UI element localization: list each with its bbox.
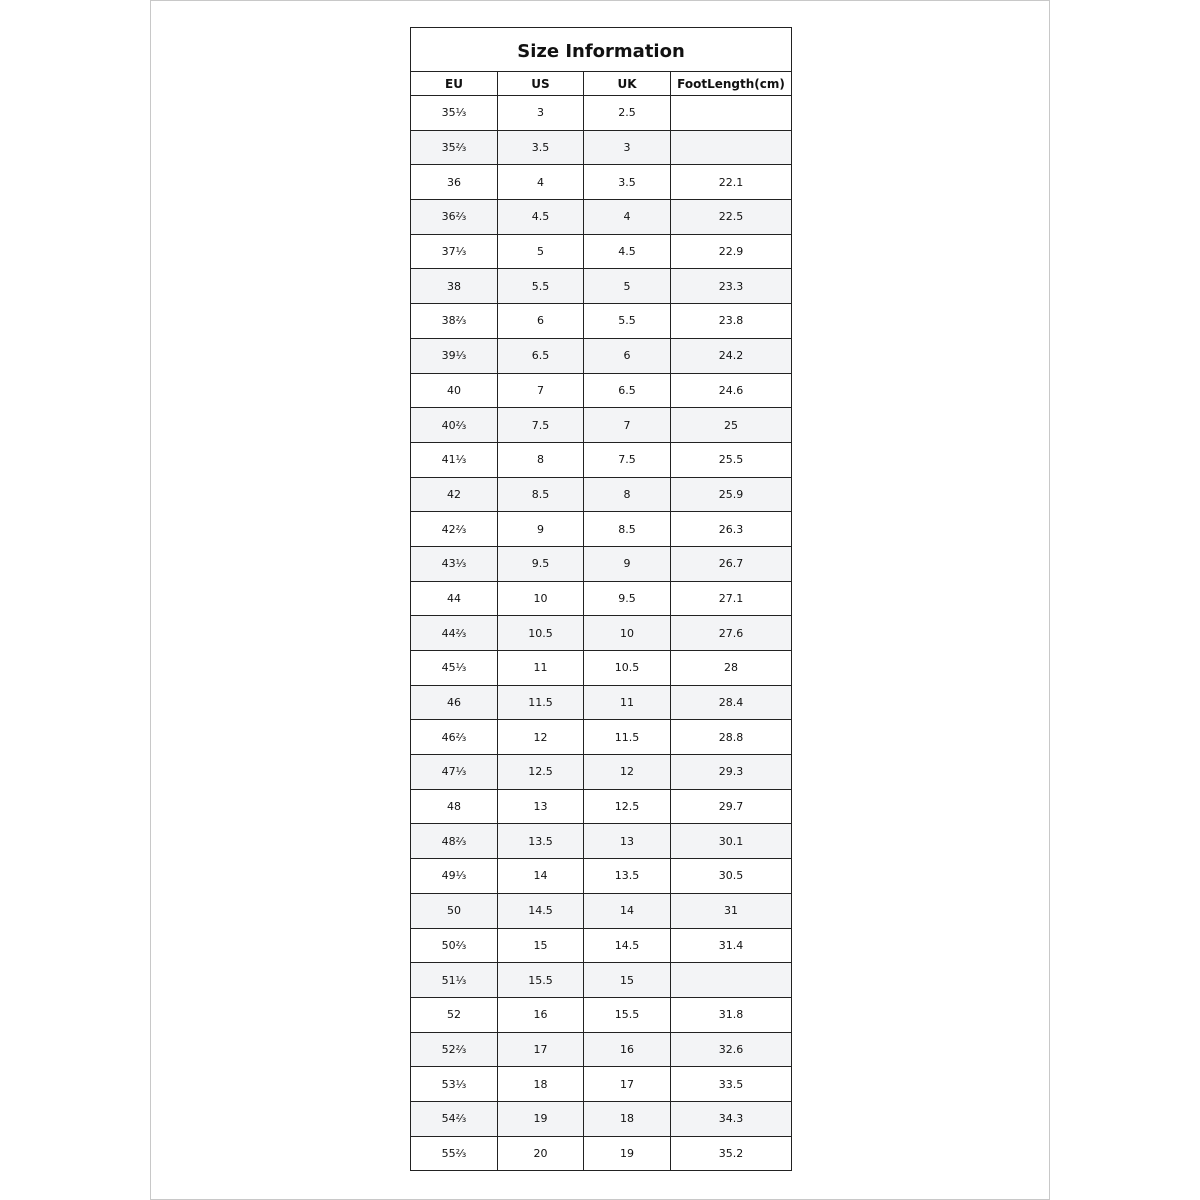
cell-uk: 10.5: [584, 651, 671, 686]
cell-foot-length: 31.8: [671, 997, 792, 1032]
cell-foot-length: 29.7: [671, 789, 792, 824]
cell-uk: 2.5: [584, 96, 671, 131]
cell-us: 20: [498, 1136, 584, 1171]
cell-foot-length: 23.8: [671, 304, 792, 339]
table-row: [411, 963, 792, 998]
table-row: [411, 304, 792, 339]
table-row: [411, 720, 792, 755]
cell-uk: 12.5: [584, 789, 671, 824]
table-row: [411, 96, 792, 131]
cell-eu: 35⅓: [411, 96, 498, 131]
cell-eu: 44⅔: [411, 616, 498, 651]
cell-us: 6.5: [498, 338, 584, 373]
cell-foot-length: 22.9: [671, 234, 792, 269]
cell-us: 3.5: [498, 130, 584, 165]
table-row: [411, 165, 792, 200]
cell-foot-length: 23.3: [671, 269, 792, 304]
table-row: [411, 373, 792, 408]
cell-uk: 5: [584, 269, 671, 304]
table-row: [411, 685, 792, 720]
cell-eu: 36⅔: [411, 200, 498, 235]
cell-foot-length: 25.9: [671, 477, 792, 512]
cell-eu: 52⅔: [411, 1032, 498, 1067]
cell-eu: 51⅓: [411, 963, 498, 998]
cell-foot-length: 30.5: [671, 859, 792, 894]
cell-eu: 38: [411, 269, 498, 304]
table-row: [411, 824, 792, 859]
table-row: [411, 1067, 792, 1102]
table-row: [411, 581, 792, 616]
table-row: [411, 130, 792, 165]
table-row: [411, 755, 792, 790]
cell-eu: 45⅓: [411, 651, 498, 686]
cell-eu: 46: [411, 685, 498, 720]
cell-us: 7.5: [498, 408, 584, 443]
table-row: [411, 997, 792, 1032]
cell-eu: 47⅓: [411, 755, 498, 790]
cell-foot-length: 26.3: [671, 512, 792, 547]
cell-eu: 43⅓: [411, 546, 498, 581]
table-row: [411, 546, 792, 581]
cell-us: 6: [498, 304, 584, 339]
header-row: [411, 72, 792, 96]
cell-uk: 13: [584, 824, 671, 859]
cell-eu: 36: [411, 165, 498, 200]
cell-uk: 9.5: [584, 581, 671, 616]
cell-eu: 54⅔: [411, 1101, 498, 1136]
cell-foot-length: 32.6: [671, 1032, 792, 1067]
cell-foot-length: 25.5: [671, 442, 792, 477]
cell-foot-length: [671, 963, 792, 998]
cell-foot-length: 31.4: [671, 928, 792, 963]
cell-uk: 16: [584, 1032, 671, 1067]
header-foot-length: FootLength(cm): [671, 72, 792, 96]
cell-eu: 46⅔: [411, 720, 498, 755]
cell-uk: 13.5: [584, 859, 671, 894]
cell-foot-length: 26.7: [671, 546, 792, 581]
table-row: [411, 200, 792, 235]
cell-foot-length: 27.6: [671, 616, 792, 651]
table-row: [411, 1136, 792, 1171]
cell-eu: 39⅓: [411, 338, 498, 373]
cell-us: 15.5: [498, 963, 584, 998]
cell-uk: 18: [584, 1101, 671, 1136]
cell-foot-length: 30.1: [671, 824, 792, 859]
cell-us: 13: [498, 789, 584, 824]
table-row: [411, 269, 792, 304]
cell-eu: 53⅓: [411, 1067, 498, 1102]
cell-eu: 42: [411, 477, 498, 512]
cell-foot-length: [671, 130, 792, 165]
cell-eu: 52: [411, 997, 498, 1032]
table-body: [411, 96, 792, 1171]
size-information-table: [410, 27, 792, 1171]
cell-us: 17: [498, 1032, 584, 1067]
cell-eu: 49⅓: [411, 859, 498, 894]
table-row: [411, 234, 792, 269]
cell-uk: 17: [584, 1067, 671, 1102]
cell-uk: 7: [584, 408, 671, 443]
table-row: [411, 1101, 792, 1136]
table-row: [411, 928, 792, 963]
cell-uk: 10: [584, 616, 671, 651]
cell-uk: 19: [584, 1136, 671, 1171]
cell-uk: 8: [584, 477, 671, 512]
header-eu: EU: [411, 72, 498, 96]
cell-eu: 55⅔: [411, 1136, 498, 1171]
cell-us: 10: [498, 581, 584, 616]
cell-foot-length: 31: [671, 893, 792, 928]
cell-foot-length: 28.8: [671, 720, 792, 755]
table-row: [411, 651, 792, 686]
cell-us: 8.5: [498, 477, 584, 512]
cell-us: 8: [498, 442, 584, 477]
cell-us: 13.5: [498, 824, 584, 859]
table-row: [411, 893, 792, 928]
cell-foot-length: 24.6: [671, 373, 792, 408]
cell-uk: 7.5: [584, 442, 671, 477]
cell-eu: 42⅔: [411, 512, 498, 547]
cell-uk: 3: [584, 130, 671, 165]
cell-us: 5.5: [498, 269, 584, 304]
table-row: [411, 408, 792, 443]
cell-eu: 50: [411, 893, 498, 928]
cell-uk: 11: [584, 685, 671, 720]
cell-us: 11: [498, 651, 584, 686]
cell-eu: 35⅔: [411, 130, 498, 165]
cell-eu: 41⅓: [411, 442, 498, 477]
cell-us: 16: [498, 997, 584, 1032]
cell-foot-length: 35.2: [671, 1136, 792, 1171]
cell-us: 19: [498, 1101, 584, 1136]
cell-eu: 40⅔: [411, 408, 498, 443]
header-uk: UK: [584, 72, 671, 96]
cell-uk: 3.5: [584, 165, 671, 200]
cell-uk: 9: [584, 546, 671, 581]
cell-us: 7: [498, 373, 584, 408]
cell-eu: 48: [411, 789, 498, 824]
cell-foot-length: 34.3: [671, 1101, 792, 1136]
cell-foot-length: [671, 96, 792, 131]
cell-foot-length: 22.1: [671, 165, 792, 200]
table-title: Size Information: [411, 28, 792, 72]
cell-uk: 6: [584, 338, 671, 373]
cell-foot-length: 22.5: [671, 200, 792, 235]
table-row: [411, 512, 792, 547]
header-us: US: [498, 72, 584, 96]
cell-uk: 15.5: [584, 997, 671, 1032]
cell-us: 9: [498, 512, 584, 547]
cell-us: 3: [498, 96, 584, 131]
cell-foot-length: 25: [671, 408, 792, 443]
cell-foot-length: 28: [671, 651, 792, 686]
cell-uk: 4.5: [584, 234, 671, 269]
table-row: [411, 338, 792, 373]
cell-us: 10.5: [498, 616, 584, 651]
table-row: [411, 1032, 792, 1067]
cell-us: 4: [498, 165, 584, 200]
cell-eu: 40: [411, 373, 498, 408]
cell-eu: 48⅔: [411, 824, 498, 859]
table-row: [411, 859, 792, 894]
cell-foot-length: 24.2: [671, 338, 792, 373]
table-row: [411, 442, 792, 477]
cell-uk: 11.5: [584, 720, 671, 755]
cell-us: 15: [498, 928, 584, 963]
cell-uk: 4: [584, 200, 671, 235]
cell-eu: 44: [411, 581, 498, 616]
cell-foot-length: 29.3: [671, 755, 792, 790]
cell-foot-length: 33.5: [671, 1067, 792, 1102]
table-row: [411, 477, 792, 512]
cell-uk: 14: [584, 893, 671, 928]
table-row: [411, 616, 792, 651]
cell-us: 14.5: [498, 893, 584, 928]
cell-us: 5: [498, 234, 584, 269]
cell-uk: 15: [584, 963, 671, 998]
cell-uk: 12: [584, 755, 671, 790]
cell-uk: 5.5: [584, 304, 671, 339]
cell-uk: 8.5: [584, 512, 671, 547]
cell-eu: 37⅓: [411, 234, 498, 269]
cell-us: 14: [498, 859, 584, 894]
cell-us: 12: [498, 720, 584, 755]
table-row: [411, 789, 792, 824]
cell-us: 9.5: [498, 546, 584, 581]
cell-us: 11.5: [498, 685, 584, 720]
cell-uk: 14.5: [584, 928, 671, 963]
cell-eu: 50⅔: [411, 928, 498, 963]
cell-foot-length: 28.4: [671, 685, 792, 720]
cell-us: 4.5: [498, 200, 584, 235]
cell-eu: 38⅔: [411, 304, 498, 339]
cell-us: 18: [498, 1067, 584, 1102]
cell-uk: 6.5: [584, 373, 671, 408]
cell-foot-length: 27.1: [671, 581, 792, 616]
cell-us: 12.5: [498, 755, 584, 790]
